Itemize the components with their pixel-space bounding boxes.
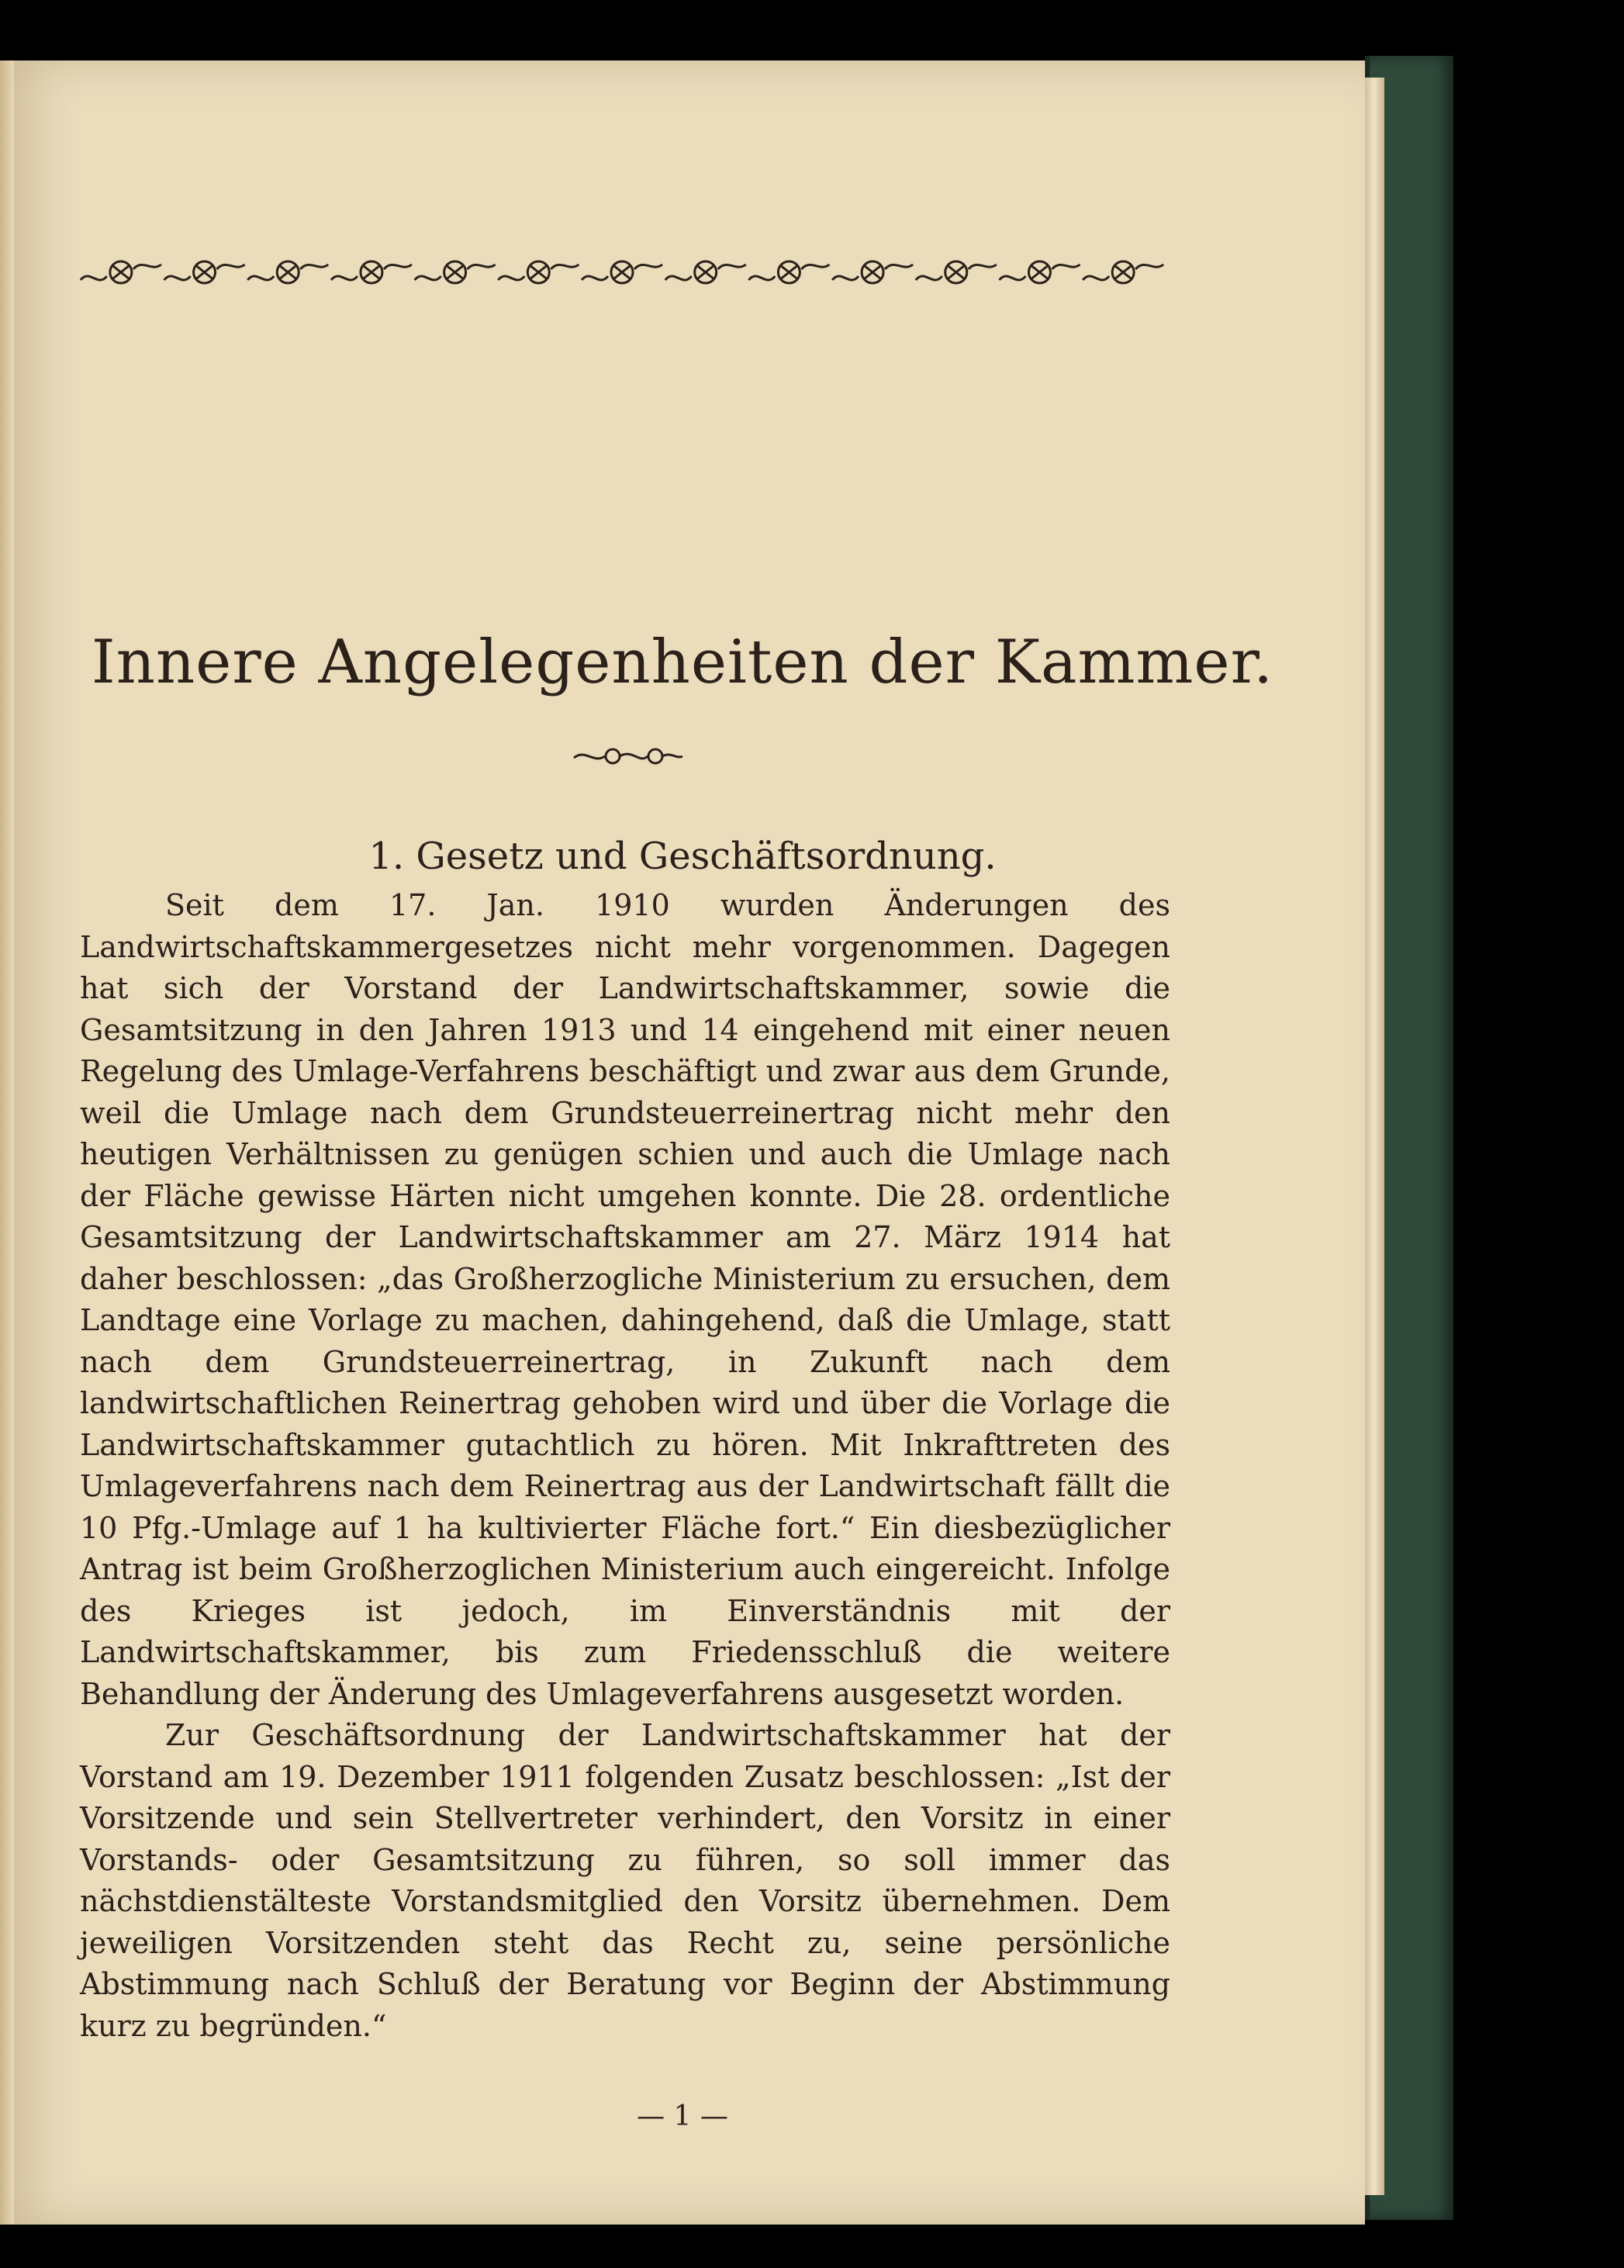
- floral-vignette-icon: [916, 261, 997, 283]
- floral-vignette-icon: [498, 261, 579, 283]
- floral-vignette-icon: [415, 261, 496, 283]
- floral-vignette-icon: [999, 261, 1080, 283]
- paragraph: Seit dem 17. Jan. 1910 wurden Änderungen des Landwirtschaftskammergesetzes nicht mehr vorgenommen. Dagegen hat sich der Vorstand der Landwirtschaftskammer, sowie die Gesamtsitzung in den Jahren 1913 und 14 eingehend mit einer neuen Regelung des Umlage-Verfahrens beschäftigt und zwar aus dem Grunde, weil die Umlage nach dem Grundsteuerreinertrag nicht mehr den heutigen Verhältnissen zu genügen schien und auch die Umlage nach der Fläche gewisse Härten nicht umgehen konnte. Die 28. ordentliche Gesamtsitzung der Landwirtschaftskammer am 27. März 1914 hat daher beschlossen: „das Großherzogliche Ministerium zu ersuchen, dem Landtage eine Vorlage zu machen, dahingehend, daß die Umlage, statt nach dem Grundsteuerreinertrag, in Zukunft nach dem landwirtschaftlichen Reinertrag gehoben wird und über die Vorlage die Landwirtschaftskammer gutachtlich zu hören. Mit Inkrafttreten des Umlageverfahrens nach dem Reinertrag aus der Landwirtschaft fällt die 10 Pfg.-Umlage auf 1 ha kultivierter Fläche fort.“ Ein diesbezüglicher Antrag ist beim Großherzoglichen Ministerium auch eingereicht. Infolge des Krieges ist jedoch, im Einverständnis mit der Landwirtschaftskammer, bis zum Friedensschluß die weitere Behandlung der Änderung des Umlageverfahrens ausgesetzt worden.: [80, 888, 1170, 1711]
- small-ornament: [570, 741, 686, 772]
- page-gutter: [0, 61, 14, 2225]
- section-heading: 1. Gesetz und Geschäftsordnung.: [368, 835, 997, 878]
- page-title: Innere Angelegenheiten der Kammer.: [91, 628, 1274, 697]
- page-number: — 1 —: [637, 2100, 728, 2132]
- floral-vignette-icon: [665, 261, 746, 283]
- floral-vignette-icon: [582, 261, 662, 283]
- floral-vignette-icon: [81, 261, 161, 283]
- book-page: [0, 61, 1365, 2225]
- floral-vignette-icon: [247, 261, 328, 283]
- floral-vignette-icon: [331, 261, 412, 283]
- floral-vignette-icon: [164, 261, 245, 283]
- body-text: [80, 885, 1170, 2047]
- paragraph: Zur Geschäftsordnung der Landwirtschaftskammer hat der Vorstand am 19. Dezember 1911 folgenden Zusatz beschlossen: „Ist der Vorsitzende und sein Stellvertreter verhindert, den Vorsitz in einer Vorstands- oder Gesamtsitzung zu führen, so soll immer das nächstdienstälteste Vorstandsmitglied den Vorsitz übernehmen. Dem jeweiligen Vorsitzenden steht das Recht zu, seine persönliche Abstimmung nach Schluß der Beratung vor Beginn der Abstimmung kurz zu begründen.“: [80, 1718, 1170, 2043]
- floral-vignette-icon: [748, 261, 829, 283]
- floral-vignette-icon: [832, 261, 913, 283]
- ornament-border: [79, 249, 1165, 303]
- floral-vignette-icon: [1083, 261, 1163, 283]
